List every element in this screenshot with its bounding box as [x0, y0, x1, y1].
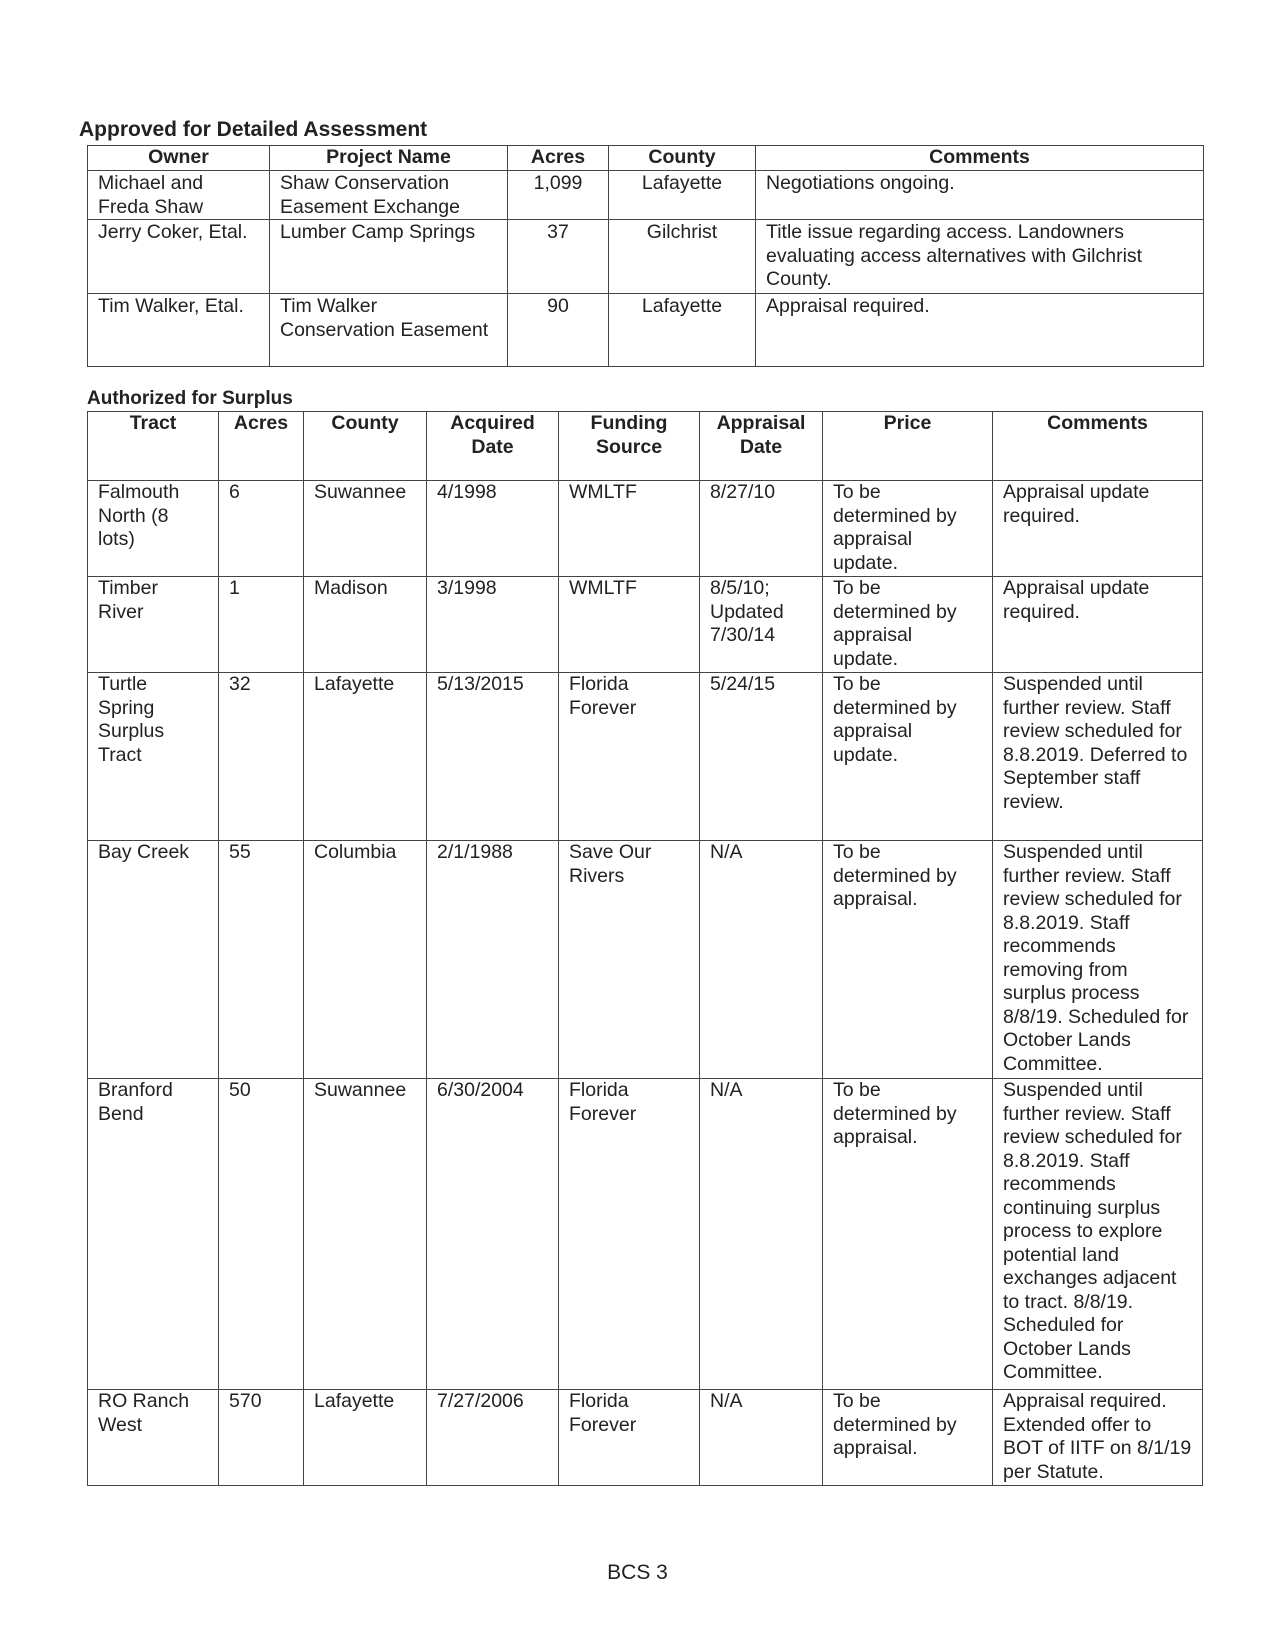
acres-cell: 37 [508, 220, 609, 294]
table-row [88, 673, 1203, 841]
acquired-date-cell: 6/30/2004 [427, 1079, 559, 1390]
funding-source-cell: WMLTF [559, 481, 700, 577]
owner-cell: Jerry Coker, Etal. [88, 220, 270, 294]
price-cell: To be determined by appraisal. [823, 841, 993, 1079]
tract-cell: RO Ranch West [88, 1390, 219, 1486]
column-header-project-name: Project Name [270, 146, 508, 171]
acquired-date-cell: 2/1/1988 [427, 841, 559, 1079]
column-header-price: Price [823, 412, 993, 481]
comments-cell: Appraisal required. [756, 294, 1204, 367]
column-header-funding-source: Funding Source [559, 412, 700, 481]
authorized-surplus-table [87, 411, 1203, 1486]
price-cell: To be determined by appraisal update. [823, 673, 993, 841]
acquired-date-cell: 4/1998 [427, 481, 559, 577]
comments-cell: Title issue regarding access. Landowners evaluating access alternatives with Gilchrist County. [756, 220, 1204, 294]
column-header-acquired-date: Acquired Date [427, 412, 559, 481]
tract-cell: Turtle Spring Surplus Tract [88, 673, 219, 841]
tract-cell: Bay Creek [88, 841, 219, 1079]
funding-source-cell: WMLTF [559, 577, 700, 673]
table-header-row [88, 146, 1204, 171]
comments-cell: Suspended until further review. Staff review scheduled for 8.8.2019. Deferred to September staff review. [993, 673, 1203, 841]
table-row [88, 171, 1204, 220]
project-name-cell: Shaw Conservation Easement Exchange [270, 171, 508, 220]
county-cell: Suwannee [304, 1079, 427, 1390]
acquired-date-cell: 3/1998 [427, 577, 559, 673]
tract-cell: Branford Bend [88, 1079, 219, 1390]
price-cell: To be determined by appraisal. [823, 1390, 993, 1486]
owner-cell: Michael and Freda Shaw [88, 171, 270, 220]
column-header-acres: Acres [508, 146, 609, 171]
acres-cell: 55 [219, 841, 304, 1079]
acres-cell: 570 [219, 1390, 304, 1486]
county-cell: Lafayette [304, 1390, 427, 1486]
table-row [88, 294, 1204, 367]
funding-source-cell: Florida Forever [559, 1079, 700, 1390]
acres-cell: 50 [219, 1079, 304, 1390]
county-cell: Lafayette [304, 673, 427, 841]
table-row [88, 577, 1203, 673]
project-name-cell: Tim Walker Conservation Easement [270, 294, 508, 367]
acres-cell: 1,099 [508, 171, 609, 220]
funding-source-cell: Florida Forever [559, 1390, 700, 1486]
appraisal-date-cell: 8/5/10; Updated 7/30/14 [700, 577, 823, 673]
column-header-tract: Tract [88, 412, 219, 481]
price-cell: To be determined by appraisal. [823, 1079, 993, 1390]
table-header-row [88, 412, 1203, 481]
table-row [88, 1390, 1203, 1486]
section-title-detailed-assessment: Approved for Detailed Assessment [79, 118, 428, 141]
county-cell: Suwannee [304, 481, 427, 577]
detailed-assessment-table [87, 145, 1204, 367]
column-header-county: County [304, 412, 427, 481]
acquired-date-cell: 7/27/2006 [427, 1390, 559, 1486]
table-row [88, 841, 1203, 1079]
comments-cell: Appraisal required. Extended offer to BOT of IITF on 8/1/19 per Statute. [993, 1390, 1203, 1486]
county-cell: Lafayette [609, 294, 756, 367]
county-cell: Lafayette [609, 171, 756, 220]
acres-cell: 32 [219, 673, 304, 841]
comments-cell: Appraisal update required. [993, 577, 1203, 673]
acres-cell: 1 [219, 577, 304, 673]
acquired-date-cell: 5/13/2015 [427, 673, 559, 841]
county-cell: Madison [304, 577, 427, 673]
column-header-comments: Comments [756, 146, 1204, 171]
comments-cell: Suspended until further review. Staff review scheduled for 8.8.2019. Staff recommends removing from surplus process 8/8/19. Scheduled for October Lands Committee. [993, 841, 1203, 1079]
tract-cell: Timber River [88, 577, 219, 673]
column-header-county: County [609, 146, 756, 171]
comments-cell: Suspended until further review. Staff review scheduled for 8.8.2019. Staff recommends continuing surplus process to explore potential land exchanges adjacent to tract. 8/8/19. Scheduled for October Lands Committee. [993, 1079, 1203, 1390]
table-row [88, 220, 1204, 294]
appraisal-date-cell: N/A [700, 841, 823, 1079]
section-title-authorized-surplus: Authorized for Surplus [87, 388, 293, 409]
column-header-appraisal-date: Appraisal Date [700, 412, 823, 481]
county-cell: Columbia [304, 841, 427, 1079]
comments-cell: Appraisal update required. [993, 481, 1203, 577]
table-row [88, 481, 1203, 577]
funding-source-cell: Florida Forever [559, 673, 700, 841]
tract-cell: Falmouth North (8 lots) [88, 481, 219, 577]
page-footer: BCS 3 [607, 1561, 668, 1584]
county-cell: Gilchrist [609, 220, 756, 294]
column-header-owner: Owner [88, 146, 270, 171]
comments-cell: Negotiations ongoing. [756, 171, 1204, 220]
acres-cell: 90 [508, 294, 609, 367]
appraisal-date-cell: N/A [700, 1079, 823, 1390]
appraisal-date-cell: 5/24/15 [700, 673, 823, 841]
price-cell: To be determined by appraisal update. [823, 577, 993, 673]
column-header-comments: Comments [993, 412, 1203, 481]
appraisal-date-cell: 8/27/10 [700, 481, 823, 577]
table-row [88, 1079, 1203, 1390]
acres-cell: 6 [219, 481, 304, 577]
project-name-cell: Lumber Camp Springs [270, 220, 508, 294]
funding-source-cell: Save Our Rivers [559, 841, 700, 1079]
appraisal-date-cell: N/A [700, 1390, 823, 1486]
price-cell: To be determined by appraisal update. [823, 481, 993, 577]
owner-cell: Tim Walker, Etal. [88, 294, 270, 367]
column-header-acres: Acres [219, 412, 304, 481]
